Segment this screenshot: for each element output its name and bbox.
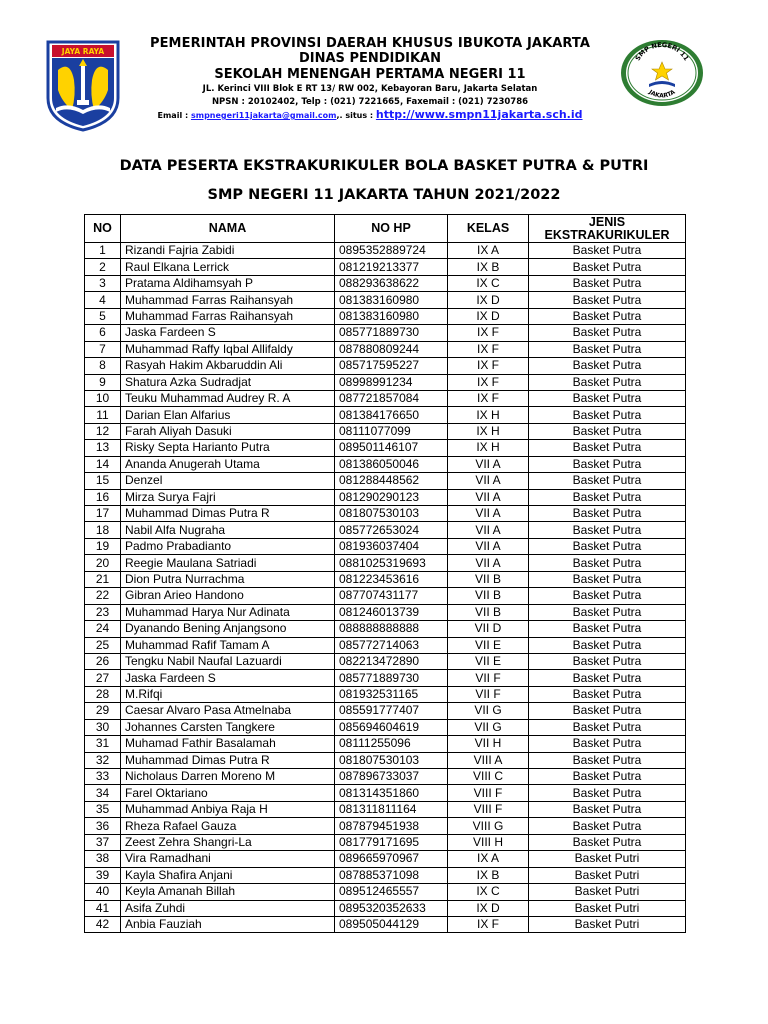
table-row — [85, 522, 686, 538]
cell-kelas: IX F — [448, 390, 529, 406]
table-row — [85, 851, 686, 867]
cell-jenis: Basket Putra — [529, 538, 686, 554]
cell-kelas: VII F — [448, 686, 529, 702]
cell-kelas: IX H — [448, 423, 529, 439]
cell-kelas: VII A — [448, 473, 529, 489]
table-row — [85, 440, 686, 456]
cell-no: 12 — [85, 423, 121, 439]
cell-kelas: VIII F — [448, 801, 529, 817]
cell-jenis: Basket Putra — [529, 670, 686, 686]
cell-no-hp: 081932531165 — [335, 686, 448, 702]
svg-text:JAKARTA: JAKARTA — [647, 88, 677, 100]
cell-jenis: Basket Putra — [529, 703, 686, 719]
cell-nama: Ananda Anugerah Utama — [121, 456, 335, 472]
cell-no: 34 — [85, 785, 121, 801]
table-row — [85, 506, 686, 522]
table-row — [85, 292, 686, 308]
cell-nama: M.Rifqi — [121, 686, 335, 702]
cell-jenis: Basket Putra — [529, 308, 686, 324]
letterhead-school-name: SEKOLAH MENENGAH PERTAMA NEGERI 11 — [214, 67, 526, 82]
table-row — [85, 834, 686, 850]
cell-no: 38 — [85, 851, 121, 867]
cell-no: 20 — [85, 555, 121, 571]
table-row — [85, 538, 686, 554]
cell-no: 6 — [85, 325, 121, 341]
document-title: DATA PESERTA EKSTRAKURIKULER BOLA BASKET PUTRA & PUTRI — [119, 158, 649, 174]
table-row — [85, 341, 686, 357]
cell-jenis: Basket Putri — [529, 916, 686, 932]
table-row — [85, 670, 686, 686]
cell-jenis: Basket Putra — [529, 243, 686, 259]
cell-no: 36 — [85, 818, 121, 834]
cell-no-hp: 081314351860 — [335, 785, 448, 801]
cell-jenis: Basket Putra — [529, 555, 686, 571]
table-row — [85, 801, 686, 817]
cell-nama: Farel Oktariano — [121, 785, 335, 801]
letterhead-text — [120, 36, 620, 122]
cell-no: 8 — [85, 358, 121, 374]
cell-kelas: IX F — [448, 358, 529, 374]
cell-kelas: VII E — [448, 653, 529, 669]
cell-jenis: Basket Putra — [529, 292, 686, 308]
header-nama: NAMA — [121, 215, 335, 243]
cell-kelas: VII A — [448, 555, 529, 571]
cell-nama: Mirza Surya Fajri — [121, 489, 335, 505]
cell-jenis: Basket Putra — [529, 440, 686, 456]
cell-no: 13 — [85, 440, 121, 456]
cell-jenis: Basket Putri — [529, 900, 686, 916]
table-row — [85, 736, 686, 752]
table-row — [85, 275, 686, 291]
cell-kelas: IX A — [448, 851, 529, 867]
cell-no: 42 — [85, 916, 121, 932]
header-no-hp: NO HP — [335, 215, 448, 243]
cell-no-hp: 087880809244 — [335, 341, 448, 357]
cell-jenis: Basket Putra — [529, 686, 686, 702]
letterhead-links — [120, 108, 620, 122]
website-link[interactable]: http://www.smpn11jakarta.sch.id — [375, 108, 583, 121]
cell-no: 39 — [85, 867, 121, 883]
cell-kelas: VII G — [448, 719, 529, 735]
letterhead-contact: NPSN : 20102402, Telp : (021) 7221665, Faxemail : (021) 7230786 — [211, 97, 529, 107]
cell-jenis: Basket Putri — [529, 851, 686, 867]
cell-no-hp: 0895352889724 — [335, 243, 448, 259]
cell-no-hp: 081383160980 — [335, 292, 448, 308]
cell-no-hp: 088888888888 — [335, 621, 448, 637]
cell-no-hp: 08111255096 — [335, 736, 448, 752]
cell-nama: Muhammad Dimas Putra R — [121, 506, 335, 522]
cell-no-hp: 085771889730 — [335, 670, 448, 686]
letterhead-government-name: PEMERINTAH PROVINSI DAERAH KHUSUS IBUKOTA JAKARTA — [149, 36, 591, 51]
cell-nama: Caesar Alvaro Pasa Atmelnaba — [121, 703, 335, 719]
cell-no-hp: 081386050046 — [335, 456, 448, 472]
table-row — [85, 686, 686, 702]
cell-kelas: VII A — [448, 522, 529, 538]
cell-no: 24 — [85, 621, 121, 637]
cell-jenis: Basket Putra — [529, 275, 686, 291]
cell-no: 35 — [85, 801, 121, 817]
cell-kelas: VII B — [448, 604, 529, 620]
cell-no-hp: 081936037404 — [335, 538, 448, 554]
cell-jenis: Basket Putra — [529, 637, 686, 653]
participants-table — [84, 214, 686, 933]
cell-no-hp: 087885371098 — [335, 867, 448, 883]
cell-no: 23 — [85, 604, 121, 620]
cell-no: 33 — [85, 769, 121, 785]
cell-jenis: Basket Putra — [529, 785, 686, 801]
cell-nama: Raul Elkana Lerrick — [121, 259, 335, 275]
cell-nama: Anbia Fauziah — [121, 916, 335, 932]
cell-kelas: VIII C — [448, 769, 529, 785]
table-row — [85, 621, 686, 637]
cell-nama: Muhammad Rafif Tamam A — [121, 637, 335, 653]
header-jenis-ekstrakurikuler: JENIS EKSTRAKURIKULER — [529, 215, 686, 243]
cell-jenis: Basket Putra — [529, 407, 686, 423]
cell-no: 3 — [85, 275, 121, 291]
table-row — [85, 325, 686, 341]
letterhead-address: JL. Kerinci VIII Blok E RT 13/ RW 002, Kebayoran Baru, Jakarta Selatan — [202, 84, 538, 94]
cell-kelas: IX D — [448, 292, 529, 308]
cell-jenis: Basket Putra — [529, 653, 686, 669]
cell-nama: Rheza Rafael Gauza — [121, 818, 335, 834]
cell-no: 1 — [85, 243, 121, 259]
cell-jenis: Basket Putri — [529, 867, 686, 883]
email-link[interactable]: smpnegeri11jakarta@gmail.com — [190, 111, 337, 120]
cell-nama: Muhammad Raffy Iqbal Allifaldy — [121, 341, 335, 357]
cell-no: 27 — [85, 670, 121, 686]
cell-nama: Muhammad Farras Raihansyah — [121, 292, 335, 308]
cell-no: 40 — [85, 884, 121, 900]
cell-jenis: Basket Putra — [529, 259, 686, 275]
cell-jenis: Basket Putra — [529, 489, 686, 505]
table-row — [85, 604, 686, 620]
table-row — [85, 588, 686, 604]
cell-kelas: IX C — [448, 884, 529, 900]
cell-kelas: IX H — [448, 440, 529, 456]
cell-jenis: Basket Putra — [529, 818, 686, 834]
cell-nama: Muhammad Farras Raihansyah — [121, 308, 335, 324]
cell-nama: Padmo Prabadianto — [121, 538, 335, 554]
table-row — [85, 423, 686, 439]
svg-text:JAYA RAYA: JAYA RAYA — [61, 47, 105, 56]
cell-no: 9 — [85, 374, 121, 390]
cell-no-hp: 0881025319693 — [335, 555, 448, 571]
cell-no-hp: 081779171695 — [335, 834, 448, 850]
cell-no-hp: 087879451938 — [335, 818, 448, 834]
table-row — [85, 374, 686, 390]
cell-nama: Nicholaus Darren Moreno M — [121, 769, 335, 785]
cell-no: 5 — [85, 308, 121, 324]
cell-no: 25 — [85, 637, 121, 653]
cell-kelas: IX B — [448, 867, 529, 883]
cell-kelas: IX F — [448, 916, 529, 932]
cell-no-hp: 0895320352633 — [335, 900, 448, 916]
cell-nama: Denzel — [121, 473, 335, 489]
cell-kelas: VII B — [448, 588, 529, 604]
table-row — [85, 637, 686, 653]
header-no: NO — [85, 215, 121, 243]
cell-nama: Keyla Amanah Billah — [121, 884, 335, 900]
cell-no-hp: 081383160980 — [335, 308, 448, 324]
cell-jenis: Basket Putra — [529, 604, 686, 620]
cell-nama: Asifa Zuhdi — [121, 900, 335, 916]
cell-jenis: Basket Putra — [529, 456, 686, 472]
cell-jenis: Basket Putri — [529, 884, 686, 900]
cell-jenis: Basket Putra — [529, 571, 686, 587]
table-row — [85, 900, 686, 916]
cell-no: 37 — [85, 834, 121, 850]
cell-kelas: VII H — [448, 736, 529, 752]
cell-kelas: VII F — [448, 670, 529, 686]
svg-text:SMP NEGERI 11: SMP NEGERI 11 — [633, 40, 691, 63]
table-row — [85, 571, 686, 587]
cell-nama: Muhammad Harya Nur Adinata — [121, 604, 335, 620]
cell-no: 31 — [85, 736, 121, 752]
cell-no-hp: 087896733037 — [335, 769, 448, 785]
cell-kelas: VIII G — [448, 818, 529, 834]
cell-no: 32 — [85, 752, 121, 768]
cell-jenis: Basket Putra — [529, 752, 686, 768]
table-row — [85, 555, 686, 571]
table-row — [85, 785, 686, 801]
cell-jenis: Basket Putra — [529, 834, 686, 850]
cell-nama: Zeest Zehra Shangri-La — [121, 834, 335, 850]
table-row — [85, 769, 686, 785]
cell-no-hp: 081807530103 — [335, 752, 448, 768]
cell-jenis: Basket Putra — [529, 358, 686, 374]
cell-no-hp: 081219213377 — [335, 259, 448, 275]
cell-jenis: Basket Putra — [529, 423, 686, 439]
cell-jenis: Basket Putra — [529, 341, 686, 357]
table-row — [85, 456, 686, 472]
table-row — [85, 308, 686, 324]
table-row — [85, 358, 686, 374]
cell-no-hp: 085591777407 — [335, 703, 448, 719]
cell-kelas: IX A — [448, 243, 529, 259]
cell-no: 7 — [85, 341, 121, 357]
table-row — [85, 473, 686, 489]
cell-kelas: VII B — [448, 571, 529, 587]
cell-no-hp: 087707431177 — [335, 588, 448, 604]
cell-jenis: Basket Putra — [529, 522, 686, 538]
cell-jenis: Basket Putra — [529, 390, 686, 406]
cell-jenis: Basket Putra — [529, 374, 686, 390]
cell-kelas: VII G — [448, 703, 529, 719]
cell-kelas: IX D — [448, 308, 529, 324]
cell-kelas: VII A — [448, 456, 529, 472]
jakarta-emblem-logo — [44, 40, 122, 132]
table-row — [85, 752, 686, 768]
cell-no: 16 — [85, 489, 121, 505]
cell-nama: Muhamad Fathir Basalamah — [121, 736, 335, 752]
table-header-row — [85, 215, 686, 243]
cell-no: 17 — [85, 506, 121, 522]
cell-kelas: VIII A — [448, 752, 529, 768]
cell-nama: Teuku Muhammad Audrey R. A — [121, 390, 335, 406]
cell-no: 15 — [85, 473, 121, 489]
cell-no: 41 — [85, 900, 121, 916]
cell-no-hp: 085772714063 — [335, 637, 448, 653]
cell-nama: Johannes Carsten Tangkere — [121, 719, 335, 735]
cell-no: 4 — [85, 292, 121, 308]
cell-no-hp: 089512465557 — [335, 884, 448, 900]
cell-nama: Tengku Nabil Naufal Lazuardi — [121, 653, 335, 669]
cell-no: 29 — [85, 703, 121, 719]
cell-no-hp: 085694604619 — [335, 719, 448, 735]
cell-jenis: Basket Putra — [529, 473, 686, 489]
cell-jenis: Basket Putra — [529, 736, 686, 752]
table-body — [85, 243, 686, 933]
cell-kelas: IX F — [448, 374, 529, 390]
cell-no-hp: 081311811164 — [335, 801, 448, 817]
cell-jenis: Basket Putra — [529, 719, 686, 735]
cell-no: 14 — [85, 456, 121, 472]
cell-nama: Vira Ramadhani — [121, 851, 335, 867]
table-row — [85, 259, 686, 275]
cell-no-hp: 082213472890 — [335, 653, 448, 669]
cell-no: 28 — [85, 686, 121, 702]
cell-no: 11 — [85, 407, 121, 423]
cell-nama: Shatura Azka Sudradjat — [121, 374, 335, 390]
cell-kelas: IX F — [448, 325, 529, 341]
site-label: ,. situs : — [336, 111, 374, 120]
cell-no-hp: 081288448562 — [335, 473, 448, 489]
cell-nama: Dyanando Bening Anjangsono — [121, 621, 335, 637]
cell-jenis: Basket Putra — [529, 769, 686, 785]
cell-no-hp: 08111077099 — [335, 423, 448, 439]
cell-nama: Nabil Alfa Nugraha — [121, 522, 335, 538]
table-row — [85, 818, 686, 834]
table-row — [85, 867, 686, 883]
cell-no-hp: 089665970967 — [335, 851, 448, 867]
cell-no-hp: 08998991234 — [335, 374, 448, 390]
table-row — [85, 489, 686, 505]
cell-nama: Jaska Fardeen S — [121, 670, 335, 686]
cell-no: 10 — [85, 390, 121, 406]
cell-no: 2 — [85, 259, 121, 275]
cell-no-hp: 081223453616 — [335, 571, 448, 587]
cell-kelas: IX F — [448, 341, 529, 357]
cell-kelas: IX H — [448, 407, 529, 423]
cell-jenis: Basket Putra — [529, 588, 686, 604]
cell-no: 18 — [85, 522, 121, 538]
table-row — [85, 653, 686, 669]
cell-jenis: Basket Putra — [529, 621, 686, 637]
table-row — [85, 390, 686, 406]
cell-no-hp: 085771889730 — [335, 325, 448, 341]
cell-kelas: VII D — [448, 621, 529, 637]
cell-no-hp: 081807530103 — [335, 506, 448, 522]
cell-no: 30 — [85, 719, 121, 735]
cell-nama: Kayla Shafira Anjani — [121, 867, 335, 883]
cell-kelas: VII A — [448, 538, 529, 554]
school-logo — [619, 38, 705, 108]
cell-no-hp: 089501146107 — [335, 440, 448, 456]
cell-no-hp: 088293638622 — [335, 275, 448, 291]
cell-nama: Rizandi Fajria Zabidi — [121, 243, 335, 259]
table-row — [85, 916, 686, 932]
table-row — [85, 719, 686, 735]
cell-no-hp: 085717595227 — [335, 358, 448, 374]
cell-kelas: IX B — [448, 259, 529, 275]
cell-no: 26 — [85, 653, 121, 669]
cell-nama: Rasyah Hakim Akbaruddin Ali — [121, 358, 335, 374]
header-kelas: KELAS — [448, 215, 529, 243]
document-subtitle: SMP NEGERI 11 JAKARTA TAHUN 2021/2022 — [207, 187, 561, 203]
cell-no-hp: 085772653024 — [335, 522, 448, 538]
cell-nama: Darian Elan Alfarius — [121, 407, 335, 423]
cell-kelas: VII E — [448, 637, 529, 653]
cell-jenis: Basket Putra — [529, 325, 686, 341]
cell-nama: Risky Septa Harianto Putra — [121, 440, 335, 456]
cell-nama: Farah Aliyah Dasuki — [121, 423, 335, 439]
letterhead-department: DINAS PENDIDIKAN — [298, 51, 442, 66]
cell-jenis: Basket Putra — [529, 801, 686, 817]
cell-no-hp: 081246013739 — [335, 604, 448, 620]
cell-kelas: IX C — [448, 275, 529, 291]
cell-no-hp: 081384176650 — [335, 407, 448, 423]
cell-nama: Pratama Aldihamsyah P — [121, 275, 335, 291]
cell-kelas: VIII H — [448, 834, 529, 850]
cell-nama: Dion Putra Nurrachma — [121, 571, 335, 587]
cell-no: 19 — [85, 538, 121, 554]
cell-nama: Reegie Maulana Satriadi — [121, 555, 335, 571]
table-row — [85, 884, 686, 900]
cell-no: 22 — [85, 588, 121, 604]
cell-no: 21 — [85, 571, 121, 587]
table-row — [85, 243, 686, 259]
letterhead — [0, 0, 768, 135]
cell-no-hp: 087721857084 — [335, 390, 448, 406]
cell-kelas: IX D — [448, 900, 529, 916]
cell-nama: Jaska Fardeen S — [121, 325, 335, 341]
cell-kelas: VII A — [448, 506, 529, 522]
cell-nama: Gibran Arieo Handono — [121, 588, 335, 604]
cell-kelas: VIII F — [448, 785, 529, 801]
cell-kelas: VII A — [448, 489, 529, 505]
table-row — [85, 703, 686, 719]
cell-no-hp: 081290290123 — [335, 489, 448, 505]
table-row — [85, 407, 686, 423]
cell-nama: Muhammad Anbiya Raja H — [121, 801, 335, 817]
cell-jenis: Basket Putra — [529, 506, 686, 522]
email-label: Email : — [157, 111, 189, 120]
cell-nama: Muhammad Dimas Putra R — [121, 752, 335, 768]
cell-no-hp: 089505044129 — [335, 916, 448, 932]
